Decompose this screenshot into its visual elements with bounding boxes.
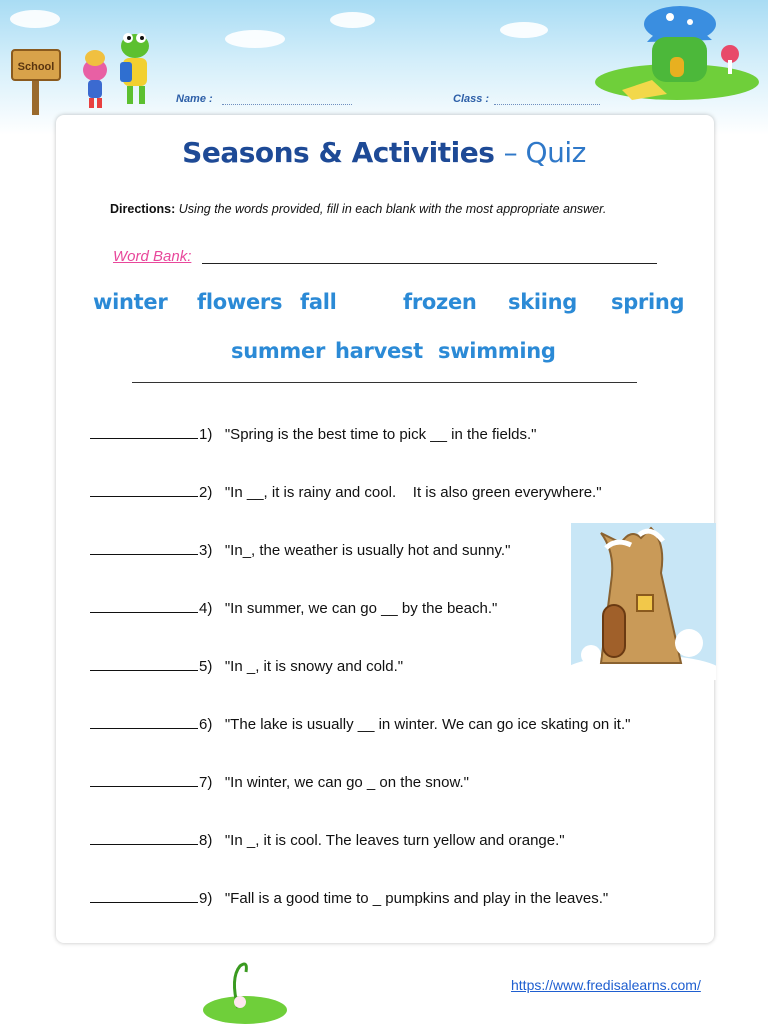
question-number: 3) <box>199 542 213 559</box>
question-2 <box>90 482 602 501</box>
question-number: 6) <box>199 716 213 733</box>
school-sign-illustration <box>10 40 62 115</box>
question-8 <box>90 830 565 849</box>
question-1 <box>90 424 537 443</box>
directions-text: Using the words provided, fill in each blank with the most appropriate answer. <box>178 202 607 216</box>
answer-blank-6[interactable] <box>90 714 198 729</box>
cloud-decoration <box>330 12 375 28</box>
title-sub: – Quiz <box>503 136 586 169</box>
question-number: 7) <box>199 774 213 791</box>
word-bank-underline <box>202 263 657 264</box>
answer-blank-3[interactable] <box>90 540 198 555</box>
word-bank-label: Word Bank: <box>113 248 192 265</box>
lily-pad-illustration <box>200 958 290 1024</box>
question-text: "In _, it is snowy and cold." <box>224 658 404 675</box>
answer-blank-4[interactable] <box>90 598 198 613</box>
answer-blank-1[interactable] <box>90 424 198 439</box>
question-4 <box>90 598 497 617</box>
class-field[interactable] <box>494 104 600 105</box>
question-text: "Fall is a good time to _ pumpkins and play in the leaves." <box>224 890 609 907</box>
word-bank-word: summer <box>231 339 326 363</box>
mushroom-house-illustration <box>592 2 762 102</box>
word-bank-word: fall <box>300 290 337 314</box>
question-text: "In __, it is rainy and cool. It is also green everywhere." <box>224 484 602 501</box>
website-link[interactable]: https://www.fredisalearns.com/ <box>511 977 701 993</box>
separator-line <box>132 382 637 383</box>
answer-blank-2[interactable] <box>90 482 198 497</box>
answer-blank-8[interactable] <box>90 830 198 845</box>
question-9 <box>90 888 608 907</box>
question-5 <box>90 656 403 675</box>
word-bank-word: skiing <box>508 290 578 314</box>
answer-blank-9[interactable] <box>90 888 198 903</box>
question-text: "In_, the weather is usually hot and sunny." <box>224 542 511 559</box>
question-6 <box>90 714 630 733</box>
cloud-decoration <box>500 22 548 38</box>
word-bank-word: flowers <box>197 290 283 314</box>
word-bank-word: harvest <box>335 339 423 363</box>
directions-label: Directions: <box>110 202 176 216</box>
question-text: "In summer, we can go __ by the beach." <box>224 600 498 617</box>
cloud-decoration <box>225 30 285 48</box>
word-bank-word: spring <box>611 290 685 314</box>
question-text: "In winter, we can go _ on the snow." <box>224 774 469 791</box>
question-text: "In _, it is cool. The leaves turn yellow and orange." <box>224 832 565 849</box>
page-title <box>0 136 768 169</box>
word-bank-word: swimming <box>438 339 556 363</box>
answer-blank-5[interactable] <box>90 656 198 671</box>
question-text: "Spring is the best time to pick __ in the fields." <box>224 426 537 443</box>
class-label: Class : <box>453 93 490 105</box>
name-field[interactable] <box>222 104 352 105</box>
cloud-decoration <box>10 10 60 28</box>
directions <box>110 202 606 216</box>
question-number: 9) <box>199 890 213 907</box>
frog-kids-illustration <box>75 28 170 113</box>
snowy-tree-house-illustration <box>571 523 716 680</box>
question-number: 5) <box>199 658 213 675</box>
question-7 <box>90 772 469 791</box>
question-number: 4) <box>199 600 213 617</box>
question-text: "The lake is usually __ in winter. We can go ice skating on it." <box>224 716 631 733</box>
title-main: Seasons & Activities <box>182 136 495 169</box>
question-number: 2) <box>199 484 213 501</box>
word-bank-word: winter <box>93 290 168 314</box>
word-bank-word: frozen <box>403 290 477 314</box>
question-number: 1) <box>199 426 213 443</box>
question-number: 8) <box>199 832 213 849</box>
name-label: Name : <box>176 93 213 105</box>
answer-blank-7[interactable] <box>90 772 198 787</box>
question-3 <box>90 540 510 559</box>
school-sign-text: School <box>17 61 55 73</box>
